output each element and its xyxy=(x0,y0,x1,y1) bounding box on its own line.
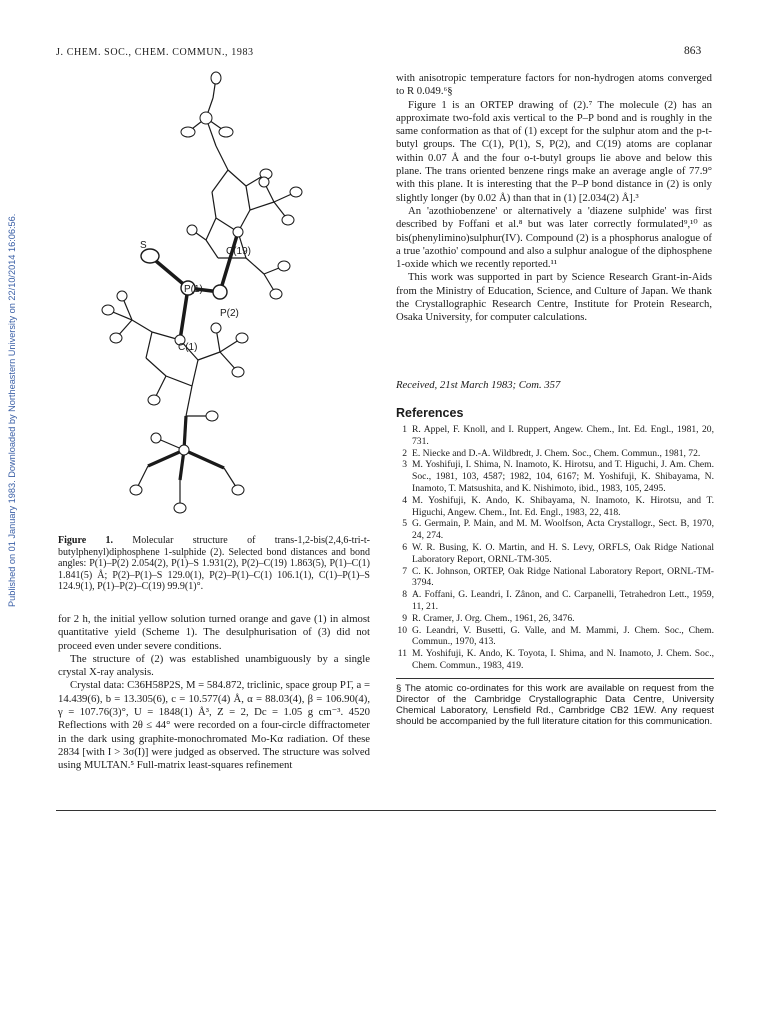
reference-text: E. Niecke and D.-A. Wildbredt, J. Chem. Soc., Chem. Commun., 1981, 72. xyxy=(412,447,701,459)
atom-label-c19: C(19) xyxy=(226,246,252,257)
reference-number: 7 xyxy=(402,565,407,577)
reference-number: 6 xyxy=(402,541,407,553)
reference-number: 10 xyxy=(397,624,407,636)
atom-label-s: S xyxy=(140,240,147,251)
reference-item xyxy=(396,424,714,448)
reference-text: M. Yoshifuji, K. Ando, K. Toyota, I. Shima, and N. Inamoto, J. Chem. Soc., Chem. Commun., 1983, 419. xyxy=(412,648,714,671)
right-paragraph: with anisotropic temperature factors for non-hydrogen atoms converged to R 0.049.⁶§ xyxy=(396,72,712,98)
reference-text: G. Leandri, V. Busetti, G. Valle, and M. Mammi, J. Chem. Soc., Chem. Commun., 1970, 413. xyxy=(412,624,714,648)
reference-item xyxy=(396,518,714,542)
received-line: Received, 21st March 1983; Com. 357 xyxy=(396,379,561,391)
reference-number: 8 xyxy=(402,589,407,601)
reference-item xyxy=(396,625,714,649)
page-bottom-rule xyxy=(56,810,716,811)
reference-item xyxy=(396,613,714,625)
reference-text: A. Foffani, G. Leandri, I. Zânon, and C. Carpanelli, Tetrahedron Lett., 1959, 11, 21. xyxy=(412,589,714,612)
atom-label-p2: P(2) xyxy=(220,308,239,319)
reference-item xyxy=(396,542,714,566)
crystal-data-paragraph: Crystal data: C36H58P2S, M = 584.872, triclinic, space group P1̄, a = 14.439(6), b = 13.305(6), c = 10.577(4) Å, α = 88.03(4), β = 106.90(4), γ = 107.76(3)°, U = 1848(1) Å³, Z = 2, Dc = 1.05 g cm⁻³. 4520 Reflections with 2θ ≤ 44° were recorded on a four-circle diffractometer in the dark using graphite-monochromated Mo-Kα radiation. Of these 2834 [with I > 3σ(I)] were judged as observed. The structure was solved using MULTAN.⁵ Full-matrix least-squares refinement xyxy=(58,679,370,772)
running-head: J. CHEM. SOC., CHEM. COMMUN., 1983 xyxy=(56,47,254,58)
reference-text: R. Appel, F. Knoll, and I. Ruppert, Angew. Chem., Int. Ed. Engl., 1981, 20, 731. xyxy=(412,424,714,447)
reference-number: 9 xyxy=(402,612,407,624)
page-number: 863 xyxy=(684,45,702,57)
reference-item xyxy=(396,648,714,672)
atom-label-p1: P(1) xyxy=(184,284,203,295)
reference-text: W. R. Busing, K. O. Martin, and H. S. Levy, ORFLS, Oak Ridge National Laboratory Report, ORNL-TM-305. xyxy=(412,541,714,565)
footnote: § The atomic co-ordinates for this work are available on request from the Director of the Cambridge Crystallographic Data Centre, University Chemical Laboratory, Lensfield Rd., Cambridge CB2 1EW. Any request should be accompanied by the full literature citation for this communication. xyxy=(396,683,714,727)
right-paragraph: Figure 1 is an ORTEP drawing of (2).⁷ The molecule (2) has an approximate two-fold axis vertical to the P–P bond and is roughly in the same conformation as that of (1) except for the sulphur atom and the p-t-butyl groups. The C(1), P(1), S, P(2), and C(19) atoms are coplanar within 0.07 Å and the four o-t-butyl groups lie above and below this plane. The trans oriented benzene rings make an average angle of 77.9° with this plane. It is interesting that the P–P bond distance in (2) is only slightly longer (by 0.02 Å) than that in (1) [2.034(2) Å].³ xyxy=(396,98,712,204)
caption-text: Molecular structure of trans-1,2-bis(2,4,6-tri-t-butylphenyl)diphosphene 1-sulphide (2). Selected bond distances and bond angles: P(1)–P(2) 2.054(2), P(1)–S 1.931(2), P(2)–C(19) 1.863(5), P(1)–C(1) 1.841(5) Å; P(2)–P(1)–S 129.0(1), P(2)–P(1)–C(1) 106.1(1), C(1)–P(1)–S 124.9(1), P(1)–P(2)–C(19) 99.9(1)°. xyxy=(58,535,370,592)
left-column xyxy=(58,613,370,773)
right-paragraph: An 'azothiobenzene' or alternatively a 'diazene sulphide' was first described by Foffani et al.⁸ but was later correctly formulated⁹,¹⁰ as bis(phenylimino)sulphur(IV). Compound (2) is a phosphorus analogue of a true 'azothio' compound and also a sulphur analogue of the diphosphene 1-oxide which we recently reported.¹¹ xyxy=(396,204,712,271)
reference-item xyxy=(396,495,714,519)
reference-item xyxy=(396,566,714,590)
reference-number: 3 xyxy=(402,459,407,471)
figure-caption xyxy=(58,535,370,593)
reference-text: G. Germain, P. Main, and M. M. Woolfson, Acta Crystallogr., Sect. B, 1970, 24, 274. xyxy=(412,518,714,542)
ortep-figure xyxy=(88,70,350,532)
reference-item xyxy=(396,448,714,460)
reference-item xyxy=(396,459,714,494)
caption-label: Figure 1. xyxy=(58,535,113,546)
reference-number: 2 xyxy=(402,447,407,459)
reference-text: M. Yoshifuji, K. Ando, K. Shibayama, N. Inamoto, K. Hirotsu, and T. Higuchi, Angew. Chem., Int. Ed. Engl., 1983, 22, 418. xyxy=(412,494,714,518)
left-paragraph: for 2 h, the initial yellow solution turned orange and gave (1) in almost quantitative yield (Scheme 1). The desulphurisation of (3) did not proceed even under severe conditions. xyxy=(58,613,370,652)
reference-text: R. Cramer, J. Org. Chem., 1961, 26, 3476. xyxy=(412,612,575,624)
download-notice: Published on 01 January 1983. Downloaded by Northeastern University on 22/10/2014 16:06:56. xyxy=(7,213,17,607)
reference-number: 4 xyxy=(402,494,407,506)
right-column xyxy=(396,72,712,325)
atom-label-c1: C(1) xyxy=(178,342,198,353)
reference-item xyxy=(396,589,714,613)
reference-text: M. Yoshifuji, I. Shima, N. Inamoto, K. Hirotsu, and T. Higuchi, J. Am. Chem. Soc., 1981, 103, 4587; 1982, 104, 6167; M. Yoshifuji, K. Shibayama, N. Inamoto, T. Matsushita, and K. Nishimoto, ibid., 1983, 105, 2495. xyxy=(412,459,714,494)
reference-number: 5 xyxy=(402,518,407,530)
left-paragraph: The structure of (2) was established unambiguously by a single crystal X-ray analysis. xyxy=(58,652,370,679)
reference-text: C. K. Johnson, ORTEP, Oak Ridge National Laboratory Report, ORNL-TM-3794. xyxy=(412,565,714,589)
acknowledgement-paragraph: This work was supported in part by Science Research Grant-in-Aids from the Ministry of Education, Science, and Culture of Japan. We thank the Crystallographic Research Centre, Institute for Protein Research, Osaka University, for computer calculations. xyxy=(396,271,712,324)
footnote-rule xyxy=(396,678,714,679)
reference-number: 1 xyxy=(402,424,407,435)
references-list xyxy=(396,424,714,672)
references-heading: References xyxy=(396,406,464,420)
reference-number: 11 xyxy=(397,648,407,660)
